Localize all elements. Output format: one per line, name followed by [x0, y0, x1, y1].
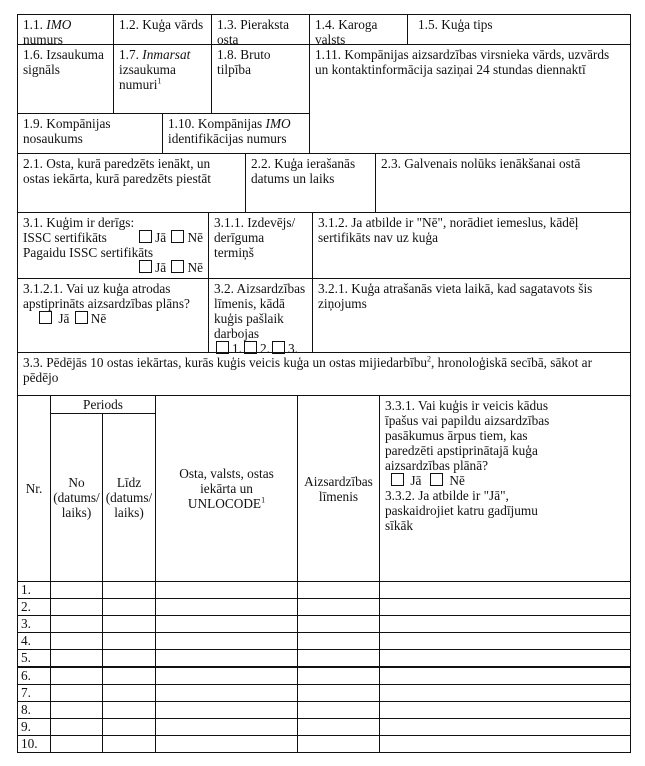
table-cell[interactable] — [50, 598, 103, 616]
label: 1.3. Pieraksta osta — [217, 17, 290, 47]
label: , hronoloģiskā secībā, sākot ar pēdējo — [23, 355, 593, 385]
label: ISSC sertifikāts — [23, 230, 107, 245]
table-cell[interactable] — [155, 598, 298, 616]
table-cell[interactable] — [379, 649, 631, 667]
label: Jā — [155, 230, 167, 245]
label: Periods — [83, 397, 123, 412]
field-flag-state[interactable] — [309, 14, 408, 45]
field-inmarsat-numbers[interactable] — [113, 44, 212, 114]
field-gross-tonnage[interactable] — [211, 44, 310, 114]
label: numurs — [23, 32, 63, 47]
label: 3.1.2. Ja atbilde ir "Nē", norādiet iemeslus, kādēļ sertifikāts nav uz kuģa — [318, 215, 579, 245]
field-reason-no-certificate[interactable] — [312, 212, 631, 279]
row-number: 1. — [17, 581, 51, 599]
label: 3.2. Aizsardzības līmenis, kādā kuģis pašlaik darbojas — [214, 281, 306, 341]
col-header-to — [102, 413, 156, 582]
row-number: 10. — [17, 735, 51, 753]
label: 2.2. Kuģa ierašanās datums un laiks — [251, 156, 356, 186]
label: 3.1.1. Izdevējs/ derīguma termiņš — [214, 215, 296, 260]
field-security-level — [208, 278, 313, 356]
label: 3.1.2.1. Vai uz kuģa atrodas apstiprināts aizsardzības plāns? — [23, 281, 190, 311]
table-cell[interactable] — [379, 684, 631, 702]
table-cell[interactable] — [102, 684, 156, 702]
table-cell[interactable] — [379, 701, 631, 719]
row-number: 2. — [17, 598, 51, 616]
label: 2.3. Galvenais nolūks ienākšanai ostā — [381, 156, 581, 171]
checkbox-interim-yes[interactable] — [139, 260, 152, 273]
checkbox-measures-yes[interactable] — [391, 473, 404, 486]
table-cell[interactable] — [297, 667, 380, 685]
field-company-name[interactable] — [17, 113, 163, 154]
table-cell[interactable] — [379, 667, 631, 685]
table-cell[interactable] — [155, 718, 298, 736]
row-number: 7. — [17, 684, 51, 702]
section-last-port-facilities — [17, 352, 631, 396]
label: 2.1. Osta, kurā paredzēts ienākt, un ostas iekārta, kurā paredzēts piestāt — [23, 156, 211, 186]
label: 1.5. Kuģa tips — [418, 17, 493, 32]
label: 3.1. Kuģim ir derīgs: — [23, 215, 135, 230]
field-security-plan — [17, 278, 209, 353]
label: 1.2. Kuģa vārds — [119, 17, 204, 32]
label: Nē — [90, 311, 107, 326]
table-cell[interactable] — [102, 632, 156, 650]
table-cell[interactable] — [379, 581, 631, 599]
table-cell[interactable] — [155, 649, 298, 667]
table-cell[interactable] — [50, 718, 103, 736]
label: Jā — [155, 260, 167, 275]
label: 1.7. — [119, 47, 139, 62]
table-cell[interactable] — [297, 632, 380, 650]
table-cell[interactable] — [379, 598, 631, 616]
label: 3.3.1. Vai kuģis ir veicis kādus īpašus vai papildu aizsardzības pasākumus ārpus tiem, kas paredzēti apstiprinātajā kuģa aizsardzības plānā? — [385, 398, 550, 473]
table-cell[interactable] — [50, 667, 103, 685]
label: izsaukuma numuri — [119, 62, 176, 92]
label: IMO — [46, 17, 72, 32]
label: Inmarsat — [142, 47, 191, 62]
label: Nē — [187, 230, 203, 245]
checkbox-issc-yes[interactable] — [139, 230, 152, 243]
table-cell[interactable] — [379, 718, 631, 736]
row-number: 9. — [17, 718, 51, 736]
label: 1. — [232, 341, 242, 356]
table-cell[interactable] — [297, 718, 380, 736]
label: Nē — [449, 473, 465, 488]
label: Nr. — [25, 481, 43, 496]
label: Aizsardzības līmenis — [304, 473, 373, 504]
field-port-of-registry[interactable] — [211, 14, 310, 45]
table-cell[interactable] — [102, 615, 156, 633]
table-cell[interactable] — [50, 632, 103, 650]
label: 2. — [259, 341, 270, 356]
field-valid-certificate — [17, 212, 209, 279]
table-cell[interactable] — [297, 615, 380, 633]
checkbox-plan-no[interactable] — [75, 311, 88, 324]
col-header-periods — [50, 395, 156, 414]
checkbox-issc-no[interactable] — [171, 230, 184, 243]
table-cell[interactable] — [297, 701, 380, 719]
table-cell[interactable] — [297, 735, 380, 753]
table-cell[interactable] — [155, 735, 298, 753]
row-number: 8. — [17, 701, 51, 719]
table-cell[interactable] — [102, 718, 156, 736]
field-company-security-officer[interactable] — [309, 44, 631, 154]
footnote-ref: 1 — [261, 495, 266, 505]
col-header-security-level — [297, 395, 380, 582]
label: identifikācijas numurs — [168, 131, 287, 146]
row-number: 4. — [17, 632, 51, 650]
table-cell[interactable] — [102, 735, 156, 753]
field-arrival-datetime[interactable] — [245, 153, 376, 213]
field-company-imo-id[interactable] — [162, 113, 310, 154]
field-purpose-of-call[interactable] — [375, 153, 631, 213]
table-cell[interactable] — [379, 615, 631, 633]
label: 3.3.2. Ja atbilde ir "Jā", paskaidrojiet katru gadījumu sīkāk — [385, 488, 538, 533]
table-cell[interactable] — [297, 684, 380, 702]
label: Osta, valsts, ostas iekārta un UNLOCODE — [179, 466, 274, 511]
label: Nē — [187, 260, 203, 275]
field-imo-number[interactable] — [17, 14, 114, 45]
table-cell[interactable] — [379, 632, 631, 650]
row-number: 5. — [17, 649, 51, 667]
row-number: 3. — [17, 615, 51, 633]
label: IMO — [265, 116, 291, 131]
table-cell[interactable] — [102, 667, 156, 685]
label: 3. — [287, 341, 298, 356]
col-header-port — [155, 395, 298, 582]
label: Pagaidu ISSC sertifikāts — [23, 245, 154, 260]
label: 1.9. Kompānijas nosaukums — [23, 116, 111, 146]
field-ship-name[interactable] — [113, 14, 212, 45]
field-port-of-arrival[interactable] — [17, 153, 246, 213]
table-cell[interactable] — [50, 701, 103, 719]
checkbox-plan-yes[interactable] — [39, 311, 52, 324]
label: 1.11. Kompānijas aizsardzības virsnieka vārds, uzvārds un kontaktinformācija saziņai 24 stundas diennaktī — [315, 47, 610, 77]
label: 1.4. Karoga valsts — [315, 17, 378, 47]
label: Līdz (datums/ laiks) — [105, 475, 153, 520]
field-issuer-expiry[interactable] — [208, 212, 313, 279]
field-call-sign[interactable] — [17, 44, 114, 114]
table-cell[interactable] — [50, 735, 103, 753]
checkbox-measures-no[interactable] — [430, 473, 443, 486]
table-cell[interactable] — [50, 649, 103, 667]
label: 3.2.1. Kuģa atrašanās vieta laikā, kad sagatavots šis ziņojums — [318, 281, 593, 311]
table-cell[interactable] — [297, 581, 380, 599]
footnote-ref: 2 — [427, 354, 432, 364]
table-cell[interactable] — [155, 684, 298, 702]
checkbox-interim-no[interactable] — [171, 260, 184, 273]
table-cell[interactable] — [155, 701, 298, 719]
table-cell[interactable] — [155, 632, 298, 650]
table-cell[interactable] — [155, 581, 298, 599]
table-cell[interactable] — [155, 615, 298, 633]
col-header-additional-measures — [379, 395, 631, 582]
field-ship-location[interactable] — [312, 278, 631, 353]
label: Jā — [410, 473, 422, 488]
table-cell[interactable] — [50, 684, 103, 702]
table-cell[interactable] — [50, 615, 103, 633]
label: 1.1. — [23, 17, 43, 32]
table-cell[interactable] — [102, 581, 156, 599]
label: 1.6. Izsaukuma signāls — [23, 47, 104, 77]
table-cell[interactable] — [379, 735, 631, 753]
label: 3.3. Pēdējās 10 ostas iekārtas, kurās kuģis veicis kuģa un ostas mijiedarbību — [23, 355, 428, 370]
label: 1.8. Bruto tilpība — [217, 47, 271, 77]
table-cell[interactable] — [102, 701, 156, 719]
col-header-nr — [17, 395, 51, 582]
footnote-ref: 1 — [157, 76, 162, 86]
col-header-from — [50, 413, 103, 582]
table-cell[interactable] — [102, 649, 156, 667]
label: Jā — [58, 311, 70, 326]
table-cell[interactable] — [50, 581, 103, 599]
table-cell[interactable] — [155, 667, 298, 685]
table-cell[interactable] — [297, 649, 380, 667]
field-ship-type[interactable] — [407, 14, 631, 45]
label: 1.10. Kompānijas — [168, 116, 263, 131]
row-number: 6. — [17, 667, 51, 685]
label: No (datums/ laiks) — [53, 475, 100, 520]
table-cell[interactable] — [297, 598, 380, 616]
table-cell[interactable] — [102, 598, 156, 616]
